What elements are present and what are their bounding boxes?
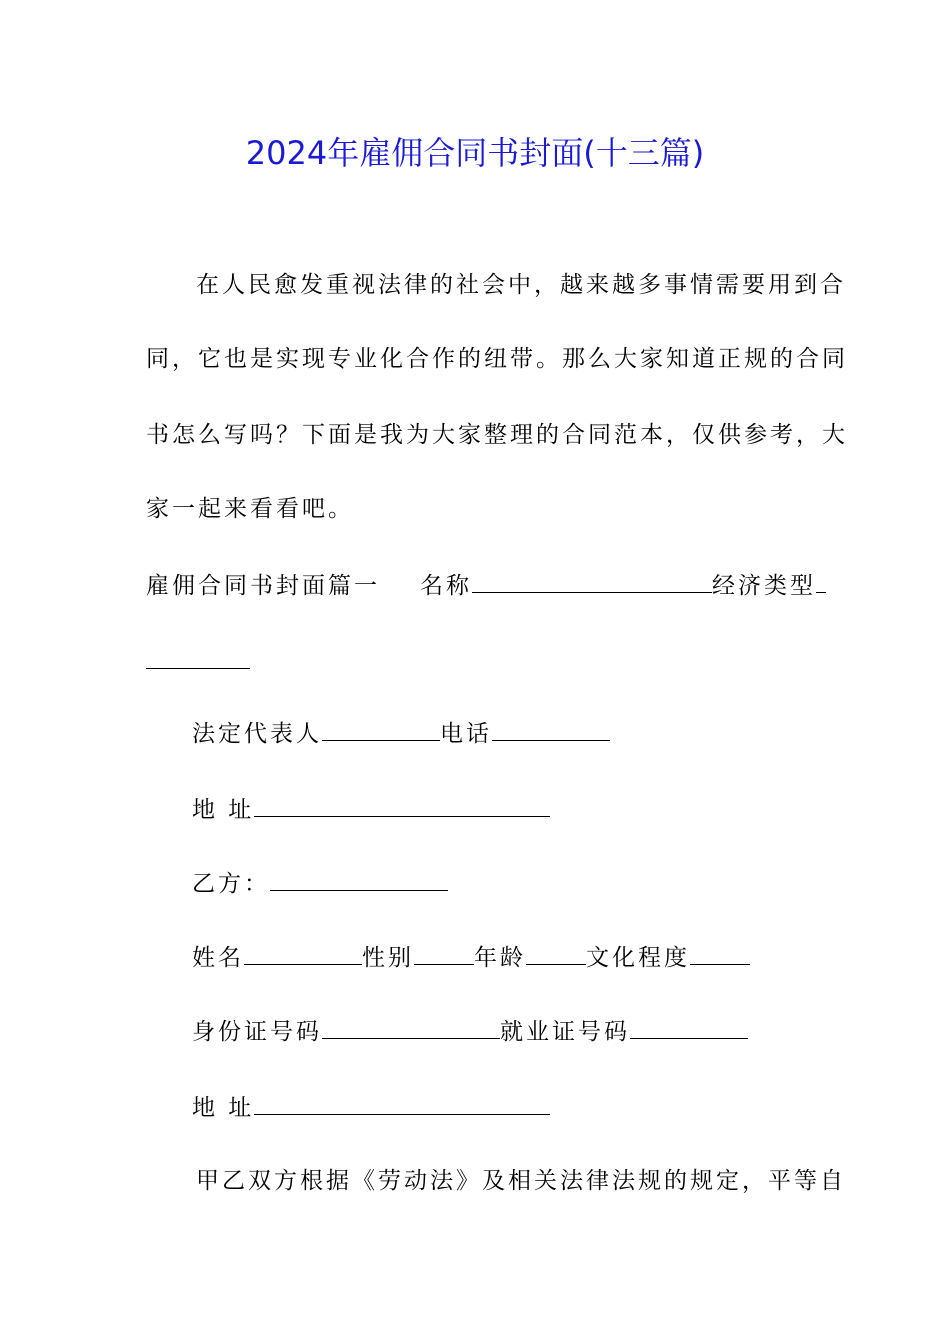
id-row <box>192 1016 748 1047</box>
age-label: 年龄 <box>474 945 526 971</box>
employment-id-blank <box>630 1016 748 1039</box>
section-heading-row <box>146 570 826 601</box>
education-blank <box>690 942 750 965</box>
intro-line-2: 同，它也是实现专业化合作的纽带。那么大家知道正规的合同 <box>146 346 848 372</box>
party-b-address-blank <box>254 1092 550 1115</box>
document-title: 2024年雇佣合同书封面(十三篇) <box>245 134 705 172</box>
section-heading: 雇佣合同书封面篇一 <box>146 573 380 599</box>
party-b-info-row <box>192 942 750 973</box>
legal-rep-row <box>192 718 610 749</box>
phone-blank <box>492 718 610 741</box>
id-blank <box>322 1016 500 1039</box>
legal-rep-label: 法定代表人 <box>192 721 322 747</box>
party-b-name-blank <box>244 942 362 965</box>
econ-type-label: 经济类型 <box>712 573 816 599</box>
intro-line-1: 在人民愈发重视法律的社会中，越来越多事情需要用到合 <box>196 272 846 298</box>
party-b-name-label: 姓名 <box>192 945 244 971</box>
employment-id-label: 就业证号码 <box>500 1019 630 1045</box>
closing-line-1: 甲乙双方根据《劳动法》及相关法律法规的规定，平等自 <box>196 1168 846 1194</box>
intro-line-4: 家一起来看看吧。 <box>146 496 354 522</box>
gender-blank <box>414 942 474 965</box>
name-blank <box>472 570 712 593</box>
party-a-address-blank <box>254 794 550 817</box>
education-label: 文化程度 <box>586 945 690 971</box>
phone-label: 电话 <box>440 721 492 747</box>
id-label: 身份证号码 <box>192 1019 322 1045</box>
econ-type-blank-continued <box>146 646 250 669</box>
legal-rep-blank <box>322 718 440 741</box>
party-b-address-label: 地 址 <box>192 1095 255 1121</box>
econ-type-blank <box>816 570 826 593</box>
party-b-address-row <box>192 1092 550 1123</box>
gender-label: 性别 <box>362 945 414 971</box>
name-label: 名称 <box>420 573 472 599</box>
party-b-heading: 乙方： <box>192 871 270 897</box>
age-blank <box>526 942 586 965</box>
intro-line-3: 书怎么写吗？下面是我为大家整理的合同范本，仅供参考，大 <box>146 422 848 448</box>
party-a-address-label: 地 址 <box>192 797 255 823</box>
party-b-blank <box>270 868 448 891</box>
party-b-heading-row <box>192 868 448 899</box>
party-a-address-row <box>192 794 550 825</box>
